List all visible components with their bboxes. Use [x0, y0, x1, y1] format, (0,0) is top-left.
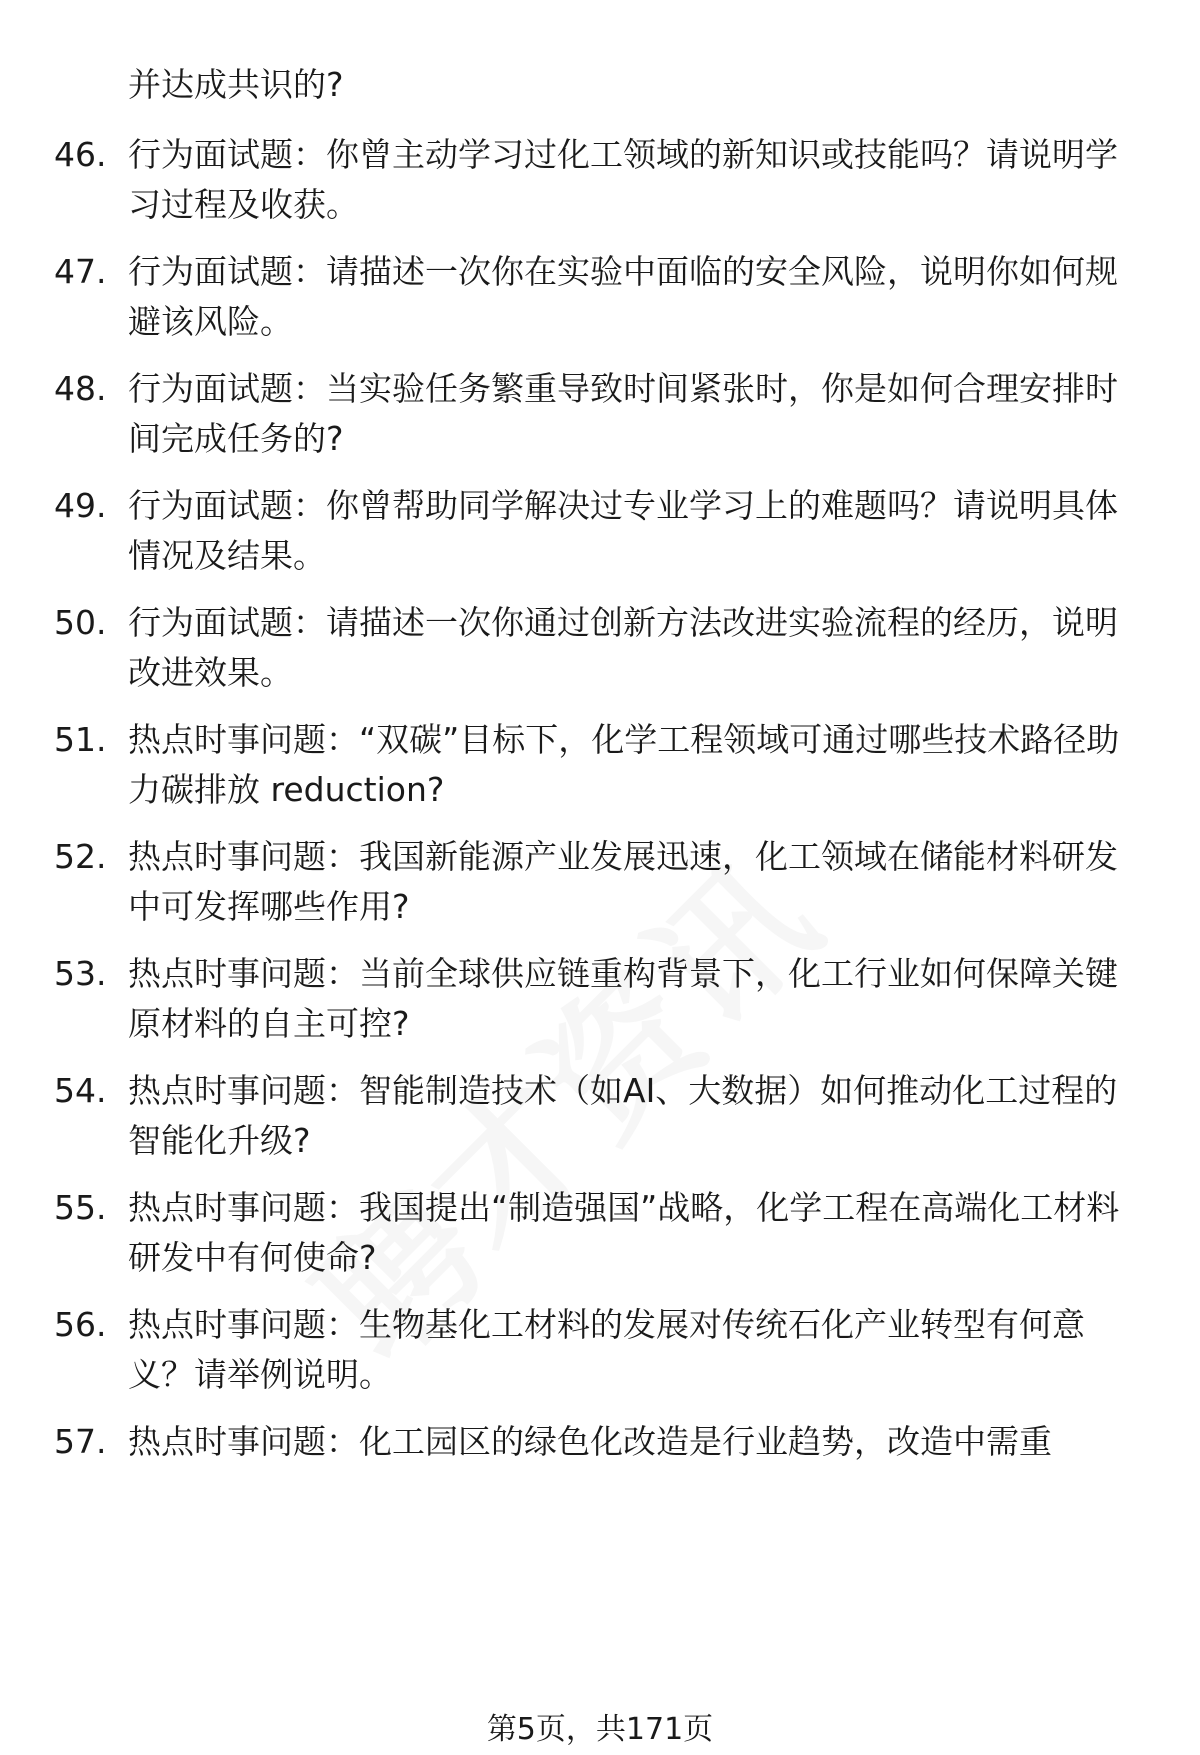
question-item-55: [0, 1183, 1200, 1283]
question-number: 49.: [54, 486, 107, 525]
question-number: 52.: [54, 837, 107, 876]
question-number: 48.: [54, 369, 107, 408]
question-text: 行为面试题：当实验任务繁重导致时间紧张时，你是如何合理安排时间完成任务的?: [128, 369, 1118, 458]
question-number: 46.: [54, 135, 107, 174]
question-item-48: [0, 364, 1200, 464]
question-text: 热点时事问题：当前全球供应链重构背景下，化工行业如何保障关键原材料的自主可控?: [128, 954, 1118, 1043]
continued-text: 并达成共识的?: [128, 65, 344, 104]
question-item-57: [0, 1417, 1200, 1517]
question-item-51: [0, 715, 1200, 815]
question-text: 行为面试题：请描述一次你通过创新方法改进实验流程的经历，说明改进效果。: [128, 603, 1118, 692]
question-item-54: [0, 1066, 1200, 1166]
question-item-53: [0, 949, 1200, 1049]
question-number: 50.: [54, 603, 107, 642]
question-text: 行为面试题：你曾主动学习过化工领域的新知识或技能吗？请说明学习过程及收获。: [128, 135, 1118, 224]
question-text: 热点时事问题：生物基化工材料的发展对传统石化产业转型有何意义？请举例说明。: [128, 1305, 1085, 1394]
question-number: 56.: [54, 1305, 107, 1344]
question-text: 热点时事问题：我国提出“制造强国”战略，化学工程在高端化工材料研发中有何使命?: [128, 1188, 1120, 1277]
question-item-50: [0, 598, 1200, 698]
question-text: 行为面试题：你曾帮助同学解决过专业学习上的难题吗？请说明具体情况及结果。: [128, 486, 1118, 575]
question-text: 行为面试题：请描述一次你在实验中面临的安全风险，说明你如何规避该风险。: [128, 252, 1118, 341]
question-number: 53.: [54, 954, 107, 993]
page-footer: 第5页，共171页: [486, 1712, 714, 1747]
question-number: 54.: [54, 1071, 107, 1110]
question-item-49: [0, 481, 1200, 581]
question-item-52: [0, 832, 1200, 932]
question-item-47: [0, 247, 1200, 347]
question-text: 热点时事问题：智能制造技术（如AI、大数据）如何推动化工过程的智能化升级?: [128, 1071, 1118, 1160]
question-item-46: [0, 130, 1200, 230]
question-number: 51.: [54, 720, 107, 759]
question-text: 热点时事问题：“双碳”目标下，化学工程领域可通过哪些技术路径助力碳排放 reduction?: [128, 720, 1120, 809]
question-text: 热点时事问题：化工园区的绿色化改造是行业趋势，改造中需重: [128, 1422, 1052, 1461]
question-text: 热点时事问题：我国新能源产业发展迅速，化工领域在储能材料研发中可发挥哪些作用?: [128, 837, 1118, 926]
question-number: 47.: [54, 252, 107, 291]
question-item-56: [0, 1300, 1200, 1400]
question-number: 55.: [54, 1188, 107, 1227]
question-number: 57.: [54, 1422, 107, 1461]
